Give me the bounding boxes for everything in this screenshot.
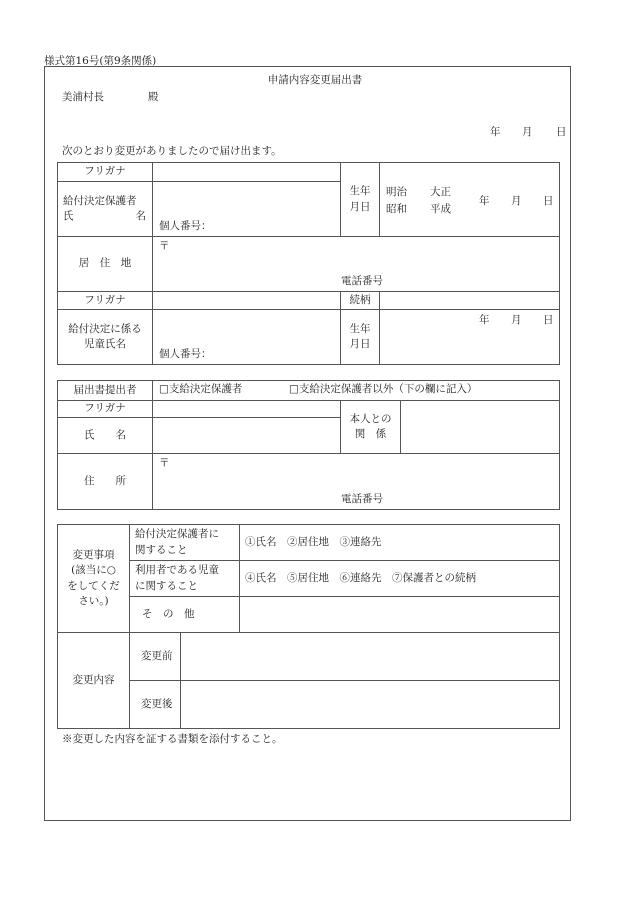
change-content-label: 変更内容 (58, 633, 130, 729)
birth-day: 日 (543, 194, 554, 207)
before-label: 変更前 (141, 650, 173, 662)
guardian-birth-label: 生年 月日 (341, 163, 380, 237)
child-personal-number: 個人番号： (159, 347, 212, 360)
submitter-address-field[interactable] (153, 454, 560, 510)
submitter-address-label: 住 所 (58, 454, 153, 510)
submitter-postal-mark: 〒 (159, 457, 170, 469)
guardian-furigana-label: フリガナ (58, 163, 153, 182)
category-other: そ の 他 (130, 597, 240, 633)
guardian-phone-label: 電話番号 (341, 274, 383, 287)
era-meiji: 明治 (386, 185, 407, 198)
child-furigana-label: フリガナ (58, 292, 153, 310)
submitter-name-label: 氏 名 (58, 418, 153, 454)
date-day: 日 (556, 126, 567, 138)
after-label: 変更後 (141, 698, 173, 710)
category-other-field[interactable] (240, 597, 560, 633)
submitter-phone-label: 電話番号 (341, 492, 383, 505)
era-showa: 昭和 (386, 202, 407, 215)
relationship-label: 本人との 関 係 (341, 401, 401, 454)
submitter-furigana-label: フリガナ (58, 401, 153, 418)
guardian-name-field[interactable] (153, 182, 341, 237)
option-guardian[interactable]: □支給決定保護者 (159, 383, 243, 395)
birth-year: 年 (479, 194, 490, 207)
address-field[interactable] (153, 237, 560, 292)
honorific: 殿 (148, 91, 159, 103)
child-birth-field[interactable] (380, 310, 560, 365)
addressee: 美浦村長 (62, 91, 104, 103)
after-field[interactable] (181, 681, 559, 728)
child-name-field[interactable] (153, 310, 341, 365)
category-guardian: 給付決定保護者に 関すること (130, 525, 240, 561)
form-number: 様式第16号(第9条関係) (44, 55, 157, 67)
relation-label: 続柄 (341, 292, 380, 310)
postal-mark: 〒 (159, 240, 170, 252)
after-row (130, 681, 560, 729)
child-birth-year: 年 (479, 314, 490, 326)
submitter-name-field[interactable] (153, 418, 341, 454)
relation-field[interactable] (380, 292, 560, 310)
submitter-table (57, 380, 560, 510)
intro-text: 次のとおり変更がありましたので届け出ます。 (62, 145, 282, 157)
guardian-birth-field[interactable] (380, 163, 560, 237)
child-name-label: 給付決定に係る 児童氏名 (58, 310, 153, 365)
submitter-furigana-field[interactable] (153, 401, 341, 418)
before-row (130, 633, 560, 681)
category-guardian-options[interactable]: ①氏名 ②居住地 ③連絡先 (240, 525, 560, 561)
category-child: 利用者である児童 に関すること (130, 561, 240, 597)
option-other[interactable]: □支給決定保護者以外（下の欄に記入） (289, 383, 478, 395)
child-birth-label: 生年 月日 (341, 310, 380, 365)
form-title: 申請内容変更届出書 (267, 74, 363, 86)
applicant-table (57, 162, 560, 365)
guardian-furigana-field[interactable] (153, 163, 341, 182)
era-taisho: 大正 (430, 185, 451, 198)
footnote: ※変更した内容を証する書類を添付すること。 (62, 733, 283, 745)
child-birth-month: 月 (511, 314, 522, 326)
date-month: 月 (522, 126, 533, 138)
child-furigana-field[interactable] (153, 292, 341, 310)
era-heisei: 平成 (430, 202, 451, 215)
child-birth-day: 日 (543, 314, 554, 326)
submitter-options[interactable] (153, 381, 560, 401)
change-items-label: 変更事項 (該当に○ をしてくだ さい。) (58, 525, 130, 633)
changes-table (57, 524, 560, 729)
guardian-personal-number: 個人番号： (159, 219, 212, 232)
relationship-field[interactable] (401, 401, 560, 454)
category-child-options[interactable]: ④氏名 ⑤居住地 ⑥連絡先 ⑦保護者との続柄 (240, 561, 560, 597)
address-label: 居 住 地 (58, 237, 153, 292)
date-year: 年 (490, 126, 501, 138)
submitter-label: 届出書提出者 (58, 381, 153, 401)
birth-month: 月 (511, 194, 522, 207)
before-field[interactable] (181, 633, 559, 680)
guardian-name-label: 給付決定保護者 氏 名 (58, 182, 153, 237)
